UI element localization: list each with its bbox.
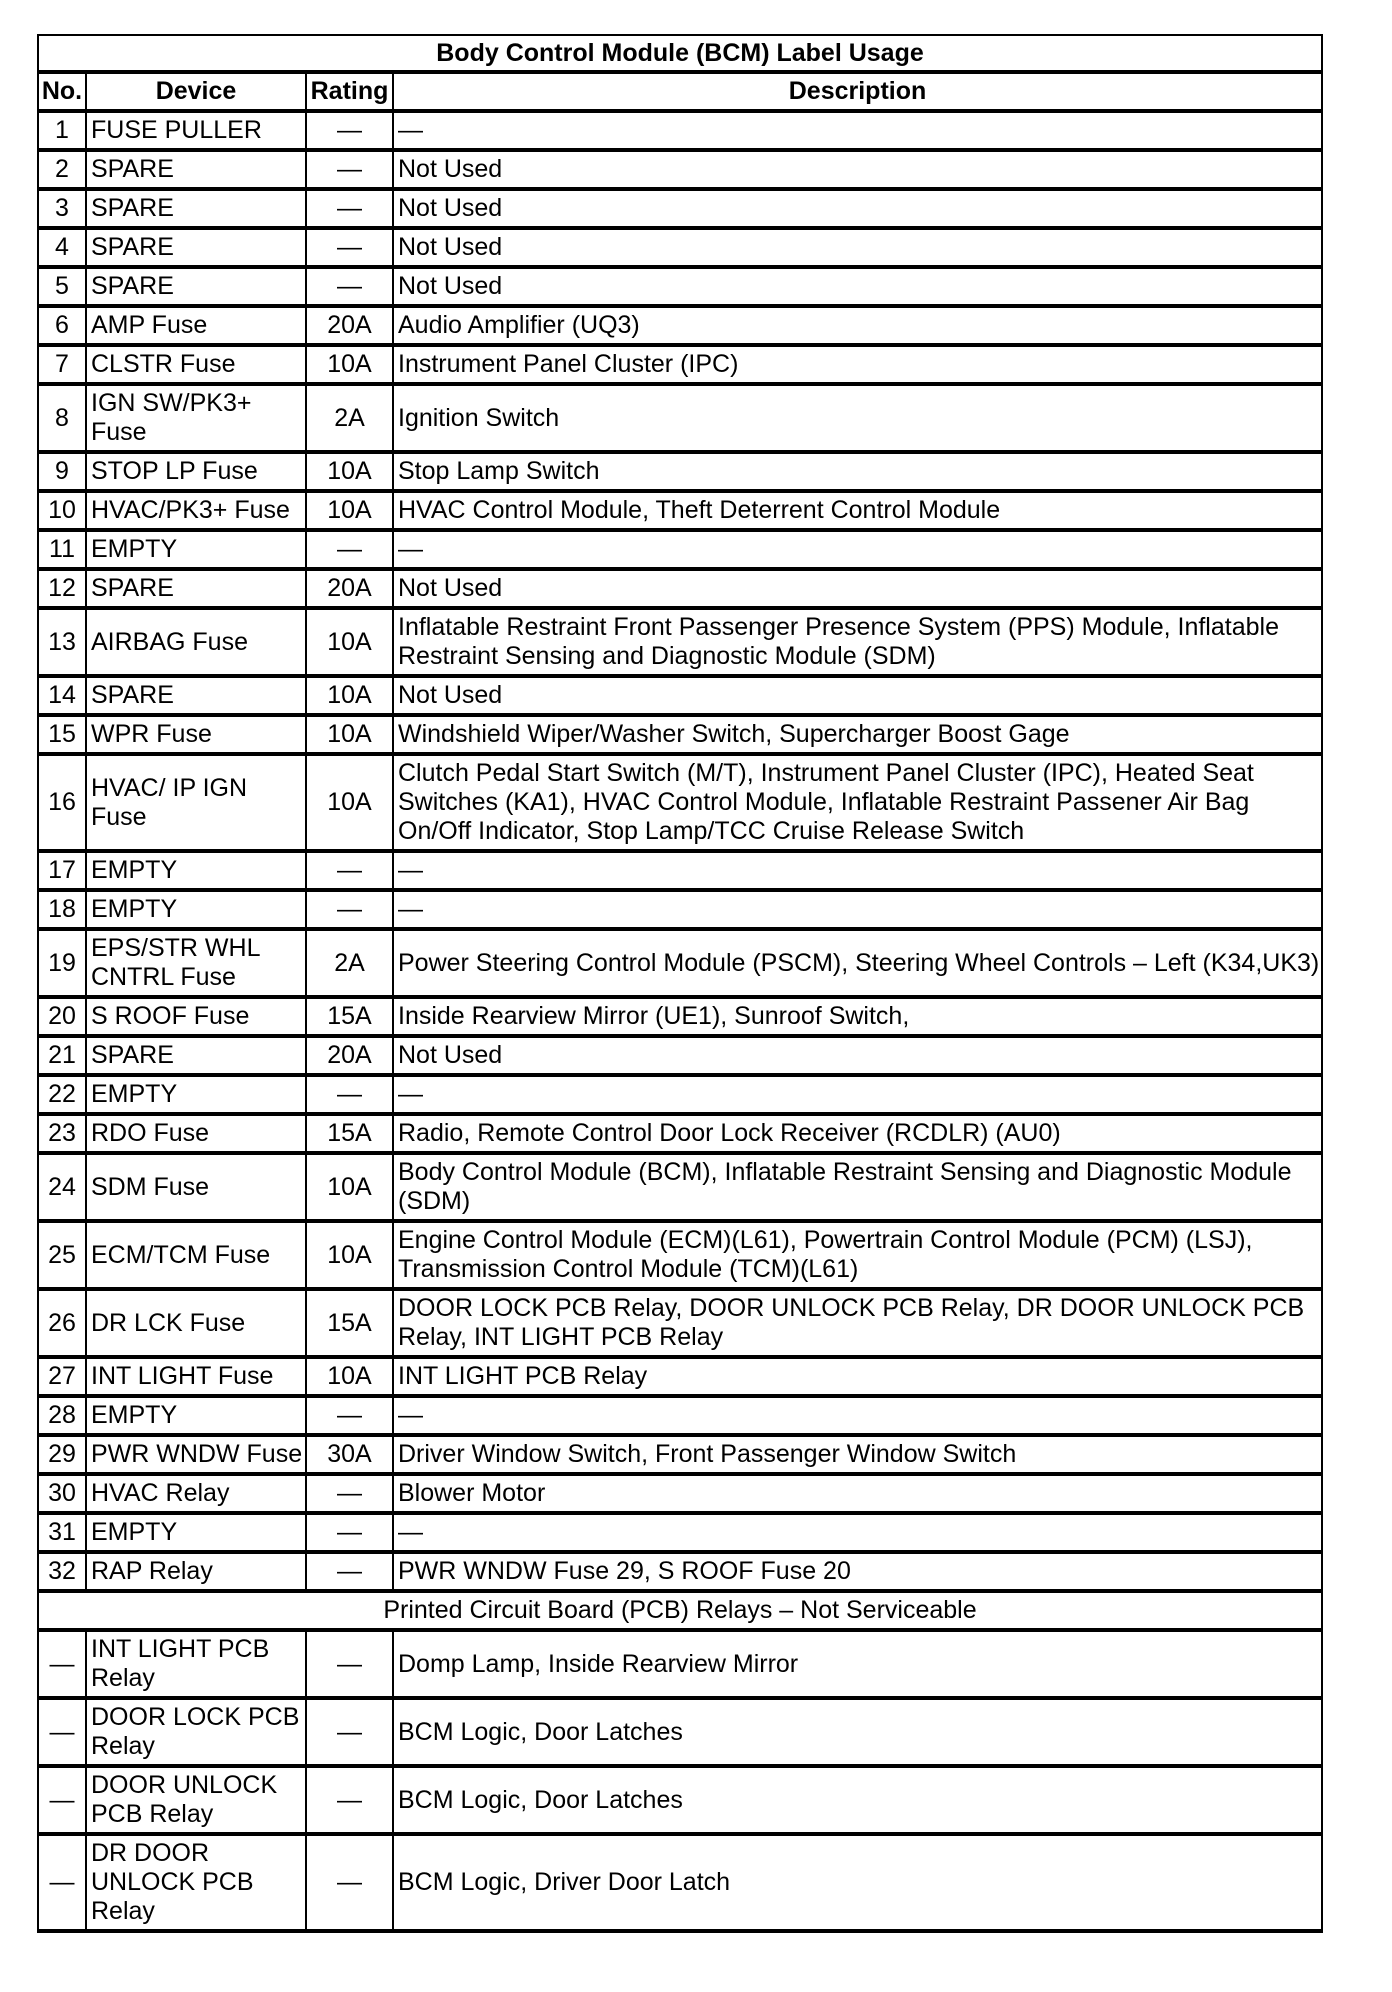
cell-description: BCM Logic, Door Latches xyxy=(394,1768,1323,1836)
cell-no: 32 xyxy=(39,1554,87,1593)
cell-no: 7 xyxy=(39,347,87,386)
cell-rating: 20A xyxy=(307,308,394,347)
cell-no: 8 xyxy=(39,386,87,454)
table-row xyxy=(39,1038,1323,1077)
table-row xyxy=(39,1632,1323,1700)
cell-no: 5 xyxy=(39,269,87,308)
table-row xyxy=(39,756,1323,853)
cell-rating: — xyxy=(307,269,394,308)
cell-device: IGN SW/PK3+ Fuse xyxy=(87,386,307,454)
cell-rating: — xyxy=(307,892,394,931)
cell-no: 20 xyxy=(39,999,87,1038)
table-row xyxy=(39,113,1323,152)
cell-no: 29 xyxy=(39,1437,87,1476)
cell-rating: 10A xyxy=(307,493,394,532)
cell-rating: — xyxy=(307,1700,394,1768)
cell-device: SPARE xyxy=(87,191,307,230)
cell-description: Not Used xyxy=(394,571,1323,610)
cell-description: Inflatable Restraint Front Passenger Presence System (PPS) Module, Inflatable Restraint Sensing and Diagnostic Module (SDM) xyxy=(394,610,1323,678)
table-row xyxy=(39,1554,1323,1593)
cell-rating: 15A xyxy=(307,1116,394,1155)
cell-no: 24 xyxy=(39,1155,87,1223)
cell-rating: — xyxy=(307,1836,394,1933)
cell-no: 23 xyxy=(39,1116,87,1155)
cell-no: 27 xyxy=(39,1359,87,1398)
cell-description: Radio, Remote Control Door Lock Receiver (RCDLR) (AU0) xyxy=(394,1116,1323,1155)
cell-no: 11 xyxy=(39,532,87,571)
cell-no: 16 xyxy=(39,756,87,853)
cell-description: Not Used xyxy=(394,230,1323,269)
cell-device: SPARE xyxy=(87,269,307,308)
cell-rating: — xyxy=(307,230,394,269)
cell-device: ECM/TCM Fuse xyxy=(87,1223,307,1291)
cell-no: 10 xyxy=(39,493,87,532)
cell-device: AMP Fuse xyxy=(87,308,307,347)
cell-rating: 10A xyxy=(307,610,394,678)
bcm-label-usage-table xyxy=(37,34,1323,1933)
pcb-section-title: Printed Circuit Board (PCB) Relays – Not Serviceable xyxy=(39,1593,1323,1632)
table-row xyxy=(39,230,1323,269)
cell-rating: — xyxy=(307,113,394,152)
cell-rating: — xyxy=(307,1515,394,1554)
table-title-row xyxy=(39,36,1323,74)
cell-rating: 2A xyxy=(307,386,394,454)
table-row xyxy=(39,386,1323,454)
table-row xyxy=(39,1116,1323,1155)
table-row xyxy=(39,347,1323,386)
cell-no: 2 xyxy=(39,152,87,191)
cell-rating: 10A xyxy=(307,1359,394,1398)
table-row xyxy=(39,1700,1323,1768)
table-row xyxy=(39,493,1323,532)
table-row xyxy=(39,1768,1323,1836)
cell-description: BCM Logic, Driver Door Latch xyxy=(394,1836,1323,1933)
cell-device: EPS/STR WHL CNTRL Fuse xyxy=(87,931,307,999)
cell-description: — xyxy=(394,892,1323,931)
cell-rating: 10A xyxy=(307,717,394,756)
cell-no: 1 xyxy=(39,113,87,152)
cell-no: 31 xyxy=(39,1515,87,1554)
table-row xyxy=(39,853,1323,892)
cell-device: STOP LP Fuse xyxy=(87,454,307,493)
cell-no: 4 xyxy=(39,230,87,269)
cell-device: RDO Fuse xyxy=(87,1116,307,1155)
cell-device: RAP Relay xyxy=(87,1554,307,1593)
cell-description: Body Control Module (BCM), Inflatable Restraint Sensing and Diagnostic Module (SDM) xyxy=(394,1155,1323,1223)
cell-no: 26 xyxy=(39,1291,87,1359)
cell-device: EMPTY xyxy=(87,532,307,571)
cell-description: Engine Control Module (ECM)(L61), Powertrain Control Module (PCM) (LSJ), Transmission Control Module (TCM)(L61) xyxy=(394,1223,1323,1291)
table-row xyxy=(39,717,1323,756)
cell-description: Windshield Wiper/Washer Switch, Supercharger Boost Gage xyxy=(394,717,1323,756)
cell-device: CLSTR Fuse xyxy=(87,347,307,386)
cell-description: Power Steering Control Module (PSCM), Steering Wheel Controls – Left (K34,UK3) xyxy=(394,931,1323,999)
column-header-row xyxy=(39,74,1323,113)
cell-rating: 10A xyxy=(307,1155,394,1223)
cell-device: EMPTY xyxy=(87,892,307,931)
table-row xyxy=(39,892,1323,931)
cell-device: DR LCK Fuse xyxy=(87,1291,307,1359)
cell-description: — xyxy=(394,532,1323,571)
cell-no: — xyxy=(39,1700,87,1768)
table-row xyxy=(39,308,1323,347)
cell-rating: 10A xyxy=(307,347,394,386)
cell-rating: — xyxy=(307,191,394,230)
cell-description: Not Used xyxy=(394,191,1323,230)
cell-device: HVAC/ IP IGN Fuse xyxy=(87,756,307,853)
cell-description: — xyxy=(394,1077,1323,1116)
cell-device: SPARE xyxy=(87,230,307,269)
cell-no: 14 xyxy=(39,678,87,717)
cell-rating: — xyxy=(307,1632,394,1700)
cell-device: EMPTY xyxy=(87,853,307,892)
cell-no: 13 xyxy=(39,610,87,678)
table-row xyxy=(39,1398,1323,1437)
cell-rating: — xyxy=(307,1398,394,1437)
cell-no: 21 xyxy=(39,1038,87,1077)
cell-rating: — xyxy=(307,1476,394,1515)
table-row xyxy=(39,1291,1323,1359)
header-description: Description xyxy=(394,74,1323,113)
cell-description: Inside Rearview Mirror (UE1), Sunroof Switch, xyxy=(394,999,1323,1038)
cell-rating: — xyxy=(307,532,394,571)
cell-rating: — xyxy=(307,1554,394,1593)
cell-no: 12 xyxy=(39,571,87,610)
cell-rating: — xyxy=(307,1077,394,1116)
table-row xyxy=(39,1836,1323,1933)
cell-rating: 10A xyxy=(307,756,394,853)
cell-no: 9 xyxy=(39,454,87,493)
cell-device: DOOR UNLOCK PCB Relay xyxy=(87,1768,307,1836)
header-device: Device xyxy=(87,74,307,113)
cell-no: 6 xyxy=(39,308,87,347)
cell-rating: 15A xyxy=(307,999,394,1038)
table-row xyxy=(39,269,1323,308)
cell-device: INT LIGHT Fuse xyxy=(87,1359,307,1398)
cell-description: Audio Amplifier (UQ3) xyxy=(394,308,1323,347)
cell-description: HVAC Control Module, Theft Deterrent Control Module xyxy=(394,493,1323,532)
cell-device: EMPTY xyxy=(87,1398,307,1437)
cell-device: DOOR LOCK PCB Relay xyxy=(87,1700,307,1768)
header-rating: Rating xyxy=(307,74,394,113)
cell-description: Clutch Pedal Start Switch (M/T), Instrument Panel Cluster (IPC), Heated Seat Switches (KA1), HVAC Control Module, Inflatable Restraint Passener Air Bag On/Off Indicator, Stop Lamp/TCC Cruise Release Switch xyxy=(394,756,1323,853)
cell-device: WPR Fuse xyxy=(87,717,307,756)
cell-rating: 10A xyxy=(307,678,394,717)
cell-device: FUSE PULLER xyxy=(87,113,307,152)
cell-description: Not Used xyxy=(394,269,1323,308)
cell-device: S ROOF Fuse xyxy=(87,999,307,1038)
cell-rating: — xyxy=(307,1768,394,1836)
table-title: Body Control Module (BCM) Label Usage xyxy=(39,36,1323,74)
cell-description: Ignition Switch xyxy=(394,386,1323,454)
cell-description: — xyxy=(394,853,1323,892)
cell-device: INT LIGHT PCB Relay xyxy=(87,1632,307,1700)
cell-no: — xyxy=(39,1632,87,1700)
cell-rating: 20A xyxy=(307,571,394,610)
cell-no: — xyxy=(39,1836,87,1933)
table-row xyxy=(39,1437,1323,1476)
cell-rating: — xyxy=(307,853,394,892)
cell-device: SPARE xyxy=(87,152,307,191)
table-row xyxy=(39,1476,1323,1515)
table-row xyxy=(39,1077,1323,1116)
cell-device: EMPTY xyxy=(87,1515,307,1554)
cell-device: SPARE xyxy=(87,1038,307,1077)
table-row xyxy=(39,1515,1323,1554)
cell-rating: 10A xyxy=(307,454,394,493)
cell-description: PWR WNDW Fuse 29, S ROOF Fuse 20 xyxy=(394,1554,1323,1593)
cell-no: 22 xyxy=(39,1077,87,1116)
cell-no: 15 xyxy=(39,717,87,756)
cell-device: SPARE xyxy=(87,678,307,717)
table-row xyxy=(39,1223,1323,1291)
cell-device: PWR WNDW Fuse xyxy=(87,1437,307,1476)
cell-description: INT LIGHT PCB Relay xyxy=(394,1359,1323,1398)
cell-rating: 10A xyxy=(307,1223,394,1291)
cell-device: DR DOOR UNLOCK PCB Relay xyxy=(87,1836,307,1933)
table-row xyxy=(39,610,1323,678)
cell-rating: — xyxy=(307,152,394,191)
cell-description: — xyxy=(394,1398,1323,1437)
cell-no: 17 xyxy=(39,853,87,892)
fuse-rows xyxy=(39,113,1323,1593)
cell-rating: 20A xyxy=(307,1038,394,1077)
cell-description: BCM Logic, Door Latches xyxy=(394,1700,1323,1768)
cell-device: EMPTY xyxy=(87,1077,307,1116)
cell-no: 18 xyxy=(39,892,87,931)
cell-device: HVAC/PK3+ Fuse xyxy=(87,493,307,532)
cell-no: 25 xyxy=(39,1223,87,1291)
cell-description: Not Used xyxy=(394,152,1323,191)
cell-rating: 2A xyxy=(307,931,394,999)
pcb-section xyxy=(39,1593,1323,1933)
cell-description: Not Used xyxy=(394,678,1323,717)
cell-description: Driver Window Switch, Front Passenger Window Switch xyxy=(394,1437,1323,1476)
header-no: No. xyxy=(39,74,87,113)
cell-no: 3 xyxy=(39,191,87,230)
cell-rating: 30A xyxy=(307,1437,394,1476)
table-row xyxy=(39,1155,1323,1223)
cell-no: 19 xyxy=(39,931,87,999)
cell-description: DOOR LOCK PCB Relay, DOOR UNLOCK PCB Relay, DR DOOR UNLOCK PCB Relay, INT LIGHT PCB Relay xyxy=(394,1291,1323,1359)
cell-no: 28 xyxy=(39,1398,87,1437)
cell-device: AIRBAG Fuse xyxy=(87,610,307,678)
cell-description: — xyxy=(394,113,1323,152)
table-row xyxy=(39,678,1323,717)
cell-description: — xyxy=(394,1515,1323,1554)
table-row xyxy=(39,931,1323,999)
table-row xyxy=(39,532,1323,571)
table-row xyxy=(39,571,1323,610)
pcb-section-title-row xyxy=(39,1593,1323,1632)
table-row xyxy=(39,454,1323,493)
table-row xyxy=(39,999,1323,1038)
cell-description: Domp Lamp, Inside Rearview Mirror xyxy=(394,1632,1323,1700)
cell-device: SDM Fuse xyxy=(87,1155,307,1223)
table-row xyxy=(39,152,1323,191)
cell-rating: 15A xyxy=(307,1291,394,1359)
cell-description: Instrument Panel Cluster (IPC) xyxy=(394,347,1323,386)
cell-device: HVAC Relay xyxy=(87,1476,307,1515)
table-row xyxy=(39,1359,1323,1398)
cell-description: Not Used xyxy=(394,1038,1323,1077)
cell-no: — xyxy=(39,1768,87,1836)
cell-no: 30 xyxy=(39,1476,87,1515)
cell-description: Blower Motor xyxy=(394,1476,1323,1515)
cell-device: SPARE xyxy=(87,571,307,610)
cell-description: Stop Lamp Switch xyxy=(394,454,1323,493)
table-row xyxy=(39,191,1323,230)
